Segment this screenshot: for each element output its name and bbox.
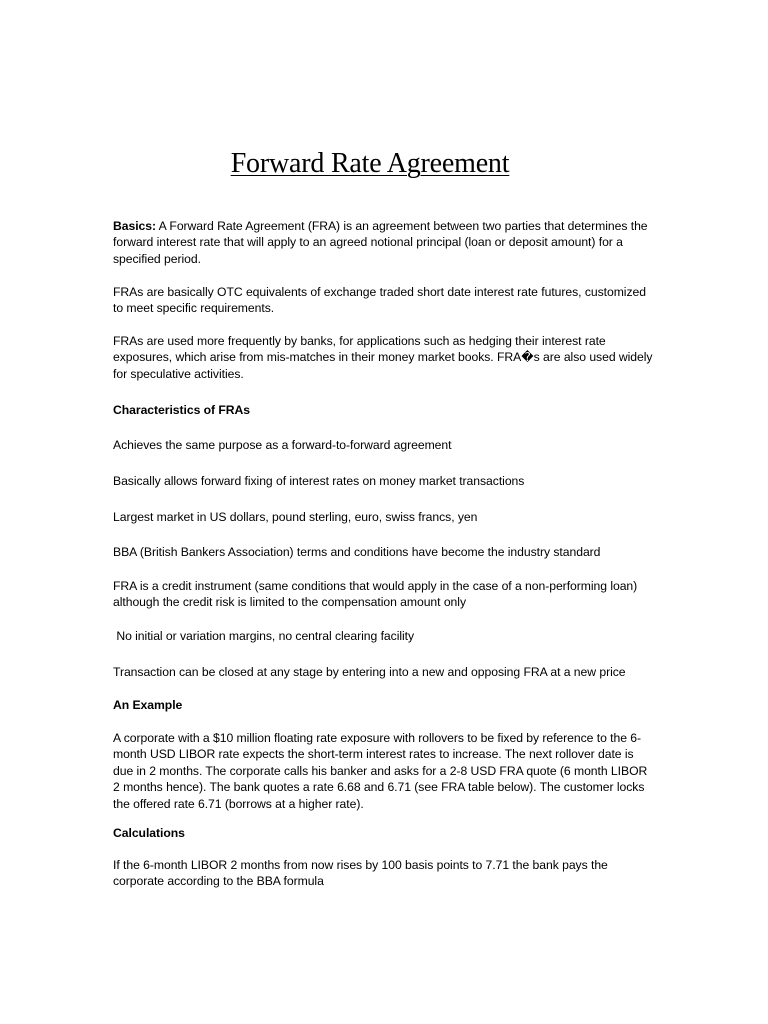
- characteristic-item: BBA (British Bankers Association) terms and conditions have become the industry standard: [113, 545, 601, 559]
- characteristic-item: FRA is a credit instrument (same conditions that would apply in the case of a non-performing loan) although the credit risk is limited to the compensation amount only: [113, 579, 638, 610]
- characteristic-item: No initial or variation margins, no central clearing facility: [113, 629, 415, 643]
- otc-paragraph: FRAs are basically OTC equivalents of exchange traded short date interest rate futures, customized to meet specific requirements.: [113, 285, 646, 316]
- characteristics-heading: Characteristics of FRAs: [113, 403, 251, 417]
- calculations-heading: Calculations: [113, 826, 185, 840]
- banks-paragraph: FRAs are used more frequently by banks, for applications such as hedging their interest rate exposures, which arise from mis-matches in their money market books. FRA�s are also used widely for speculative activities.: [113, 334, 653, 381]
- document-title: Forward Rate Agreement: [230, 148, 510, 179]
- calculations-paragraph: If the 6-month LIBOR 2 months from now rises by 100 basis points to 7.71 the bank pays the corporate according to the BBA formula: [113, 858, 608, 889]
- basics-label: Basics:: [113, 219, 157, 233]
- example-heading: An Example: [113, 698, 183, 712]
- characteristic-item: Transaction can be closed at any stage by entering into a new and opposing FRA at a new price: [113, 665, 626, 679]
- characteristic-item: Basically allows forward fixing of interest rates on money market transactions: [113, 474, 525, 488]
- basics-text: A Forward Rate Agreement (FRA) is an agreement between two parties that determines the forward interest rate that will apply to an agreed notional principal (loan or deposit amount) for a specified period.: [113, 219, 648, 266]
- characteristic-item: Achieves the same purpose as a forward-to-forward agreement: [113, 438, 452, 452]
- basics-paragraph: [113, 218, 653, 267]
- example-paragraph: A corporate with a $10 million floating rate exposure with rollovers to be fixed by reference to the 6-month USD LIBOR rate expects the short-term interest rates to increase. The next rollover date is due in 2 months. The corporate calls his banker and asks for a 2-8 USD FRA quote (6 month LIBOR 2 months hence). The bank quotes a rate 6.68 and 6.71 (see FRA table below). The customer locks the offered rate 6.71 (borrows at a higher rate).: [113, 731, 648, 811]
- characteristic-item: Largest market in US dollars, pound sterling, euro, swiss francs, yen: [113, 510, 478, 524]
